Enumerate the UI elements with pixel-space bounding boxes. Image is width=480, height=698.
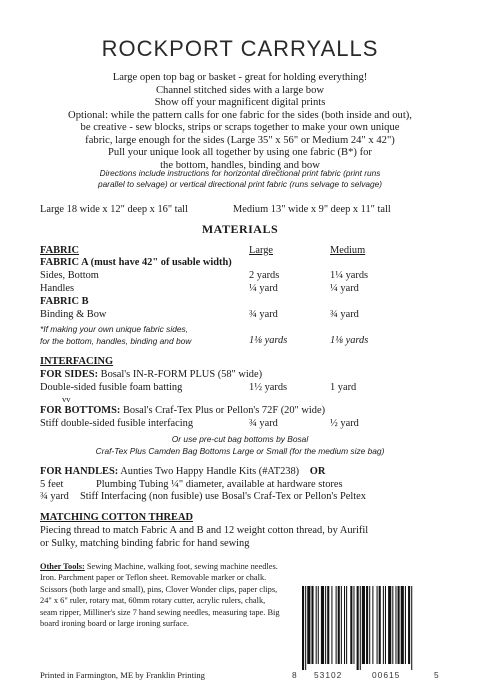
thread-heading: MATCHING COTTON THREAD	[40, 512, 193, 523]
fabric-row-medium: ¼ yard	[330, 283, 359, 294]
barcode	[292, 586, 442, 682]
barcode-digit-left: 8	[292, 670, 297, 680]
barcode-bar	[366, 586, 368, 664]
barcode-bar	[307, 586, 310, 664]
interfacing-row-large: 1½ yards	[249, 382, 288, 393]
barcode-bar	[360, 586, 361, 670]
barcode-bar	[353, 586, 354, 664]
barcode-bar	[316, 586, 317, 664]
fabric-row-large: 2 yards	[249, 270, 280, 281]
fabric-a-heading: FABRIC A (must have 42" of usable width)	[40, 257, 232, 268]
fabric-b-heading: FABRIC B	[40, 296, 89, 307]
fabric-row-medium: ¾ yard	[330, 309, 359, 320]
other-tools-text: Sewing Machine, walking foot, sewing machine needles. Iron. Parchment paper or Teflon sheet. Removable marker or chalk. Scissors (both large and small), pins, Clover Wonder clips, paper clips, 24" x 6" ruler, rotary mat, 60mm rotary cutter, acrylic rulers, chalk, seam ripper, Milliner's size 7 hand sewing needles, measuring tape. Big board ironing board or large ironing surface.	[40, 562, 280, 629]
barcode-bar	[408, 586, 410, 664]
size-large: Large 18 wide x 12" deep x 16" tall	[40, 204, 188, 215]
sides-line	[40, 369, 262, 380]
barcode-bar	[346, 586, 347, 664]
unique-fabric-note: *If making your own unique fabric sides,	[40, 324, 189, 334]
interfacing-row-medium: ½ yard	[330, 418, 359, 429]
barcode-bar	[401, 586, 404, 664]
barcode-bar	[398, 586, 400, 664]
barcode-bar	[369, 586, 370, 664]
intro-line: Optional: while the pattern calls for one fabric for the sides (both inside and out),	[68, 109, 412, 121]
barcode-bar	[357, 586, 359, 670]
interfacing-row-medium: 1 yard	[330, 382, 357, 393]
sides-product: Bosal's IN-R-FORM PLUS (58" wide)	[100, 369, 263, 380]
handles-line	[40, 466, 325, 477]
thread-line: or Sulky, matching binding fabric for hand sewing	[40, 537, 250, 549]
intro-line: Show off your magnificent digital prints	[154, 97, 326, 108]
unique-fabric-note: for the bottom, handles, binding and bow	[40, 336, 192, 346]
barcode-bar	[344, 586, 345, 664]
intro-line: Channel stitched sides with a large bow	[155, 84, 325, 96]
barcode-bar	[392, 586, 393, 664]
barcode-bar	[395, 586, 396, 664]
interfacing-row-large: ¾ yard	[249, 418, 278, 429]
bottoms-label: FOR BOTTOMS:	[40, 405, 121, 416]
intro-line: Large open top bag or basket - great for holding everything!	[112, 72, 368, 83]
handles-desc: Stiff Interfacing (non fusible) use Bosal's Craf-Tex or Pellon's Peltex	[80, 491, 366, 502]
note-large-amount: 1⅛ yards	[249, 335, 288, 346]
other-tools	[40, 561, 280, 629]
barcode-bar	[372, 586, 373, 664]
barcode-bar	[379, 586, 381, 664]
interfacing-row-item: Stiff double-sided fusible interfacing	[40, 418, 194, 429]
fabric-row-large: ¾ yard	[249, 309, 278, 320]
barcode-bar	[405, 586, 406, 664]
precut-note: Or use pre-cut bag bottoms by Bosal	[171, 434, 309, 444]
barcode-bar	[341, 586, 342, 664]
barcode-bars	[292, 586, 442, 670]
intro-line: be creative - sew blocks, strips or scraps together to make your own unique	[80, 122, 400, 133]
barcode-bar	[338, 586, 340, 664]
printer-credit: Printed in Farmington, ME by Franklin Printing	[40, 670, 205, 680]
medium-column-header: Medium	[330, 245, 366, 256]
materials-heading: MATERIALS	[201, 222, 279, 236]
handles-or: OR	[309, 466, 326, 477]
intro-line: Pull your unique look all together by using one fabric (B*) for	[108, 147, 372, 158]
fabric-row-item: Handles	[40, 283, 75, 294]
barcode-bar	[331, 586, 332, 664]
barcode-bar	[388, 586, 391, 664]
barcode-bar	[350, 586, 352, 664]
barcode-bar	[311, 586, 313, 664]
handles-kit: Aunties Two Happy Handle Kits (#AT238)	[120, 466, 300, 477]
barcode-digits-group-1: 53102	[314, 670, 343, 680]
handles-qty: ¾ yard	[40, 491, 69, 502]
fabric-row-large: ¼ yard	[249, 283, 278, 294]
barcode-bar	[336, 586, 337, 664]
directions-line: Directions include instructions for horizontal directional print fabric (print runs	[99, 168, 381, 178]
directions-note	[30, 168, 450, 190]
page-title: ROCKPORT CARRYALLS	[101, 36, 379, 61]
barcode-bar	[305, 586, 306, 670]
thread-text	[40, 525, 450, 550]
fabric-column-header: FABRIC	[40, 245, 80, 256]
barcode-bar	[385, 586, 386, 664]
barcode-bar	[362, 586, 365, 664]
stray-mark: vv	[62, 394, 71, 404]
intro-text	[30, 72, 450, 172]
handles-desc: Plumbing Tubing ¼" diameter, available at hardware stores	[96, 479, 343, 490]
interfacing-row-item: Double-sided fusible foam batting	[40, 382, 183, 393]
directions-line: parallel to selvage) or vertical directional print fabric (runs selvage to selvage)	[97, 179, 383, 189]
note-medium-amount: 1⅛ yards	[330, 335, 369, 346]
barcode-digit-right: 5	[434, 670, 439, 680]
barcode-bar	[411, 586, 412, 670]
thread-line: Piecing thread to match Fabric A and B and 12 weight cotton thread, by Aurifil	[40, 525, 369, 536]
intro-line: the bottom, handles, binding and bow	[160, 159, 320, 171]
fabric-row-item: Binding & Bow	[40, 309, 107, 320]
precut-note: Craf-Tex Plus Camden Bag Bottoms Large or Small (for the medium size bag)	[95, 446, 385, 456]
handles-qty: 5 feet	[40, 479, 64, 490]
size-medium: Medium 13" wide x 9" deep x 11" tall	[233, 204, 391, 215]
barcode-bar	[321, 586, 324, 664]
barcode-bar	[318, 586, 319, 664]
bottoms-line	[40, 405, 325, 416]
other-tools-label: Other Tools:	[40, 562, 85, 571]
large-column-header: Large	[249, 245, 274, 256]
handles-label: FOR HANDLES:	[40, 466, 119, 477]
barcode-bar	[302, 586, 304, 670]
barcode-bar	[377, 586, 378, 664]
interfacing-heading: INTERFACING	[40, 356, 114, 367]
intro-line: fabric, large enough for the sides (Large 35" x 56" or Medium 24" x 42")	[85, 134, 395, 146]
barcode-bar	[383, 586, 384, 664]
fabric-row-item: Sides, Bottom	[40, 270, 99, 281]
sides-label: FOR SIDES:	[40, 369, 99, 380]
bottoms-product: Bosal's Craf-Tex Plus or Pellon's 72F (20" wide)	[122, 405, 326, 416]
barcode-bar	[327, 586, 329, 664]
barcode-bar	[325, 586, 326, 664]
fabric-row-medium: 1¼ yards	[330, 270, 369, 281]
barcode-digits-group-2: 00615	[372, 670, 401, 680]
